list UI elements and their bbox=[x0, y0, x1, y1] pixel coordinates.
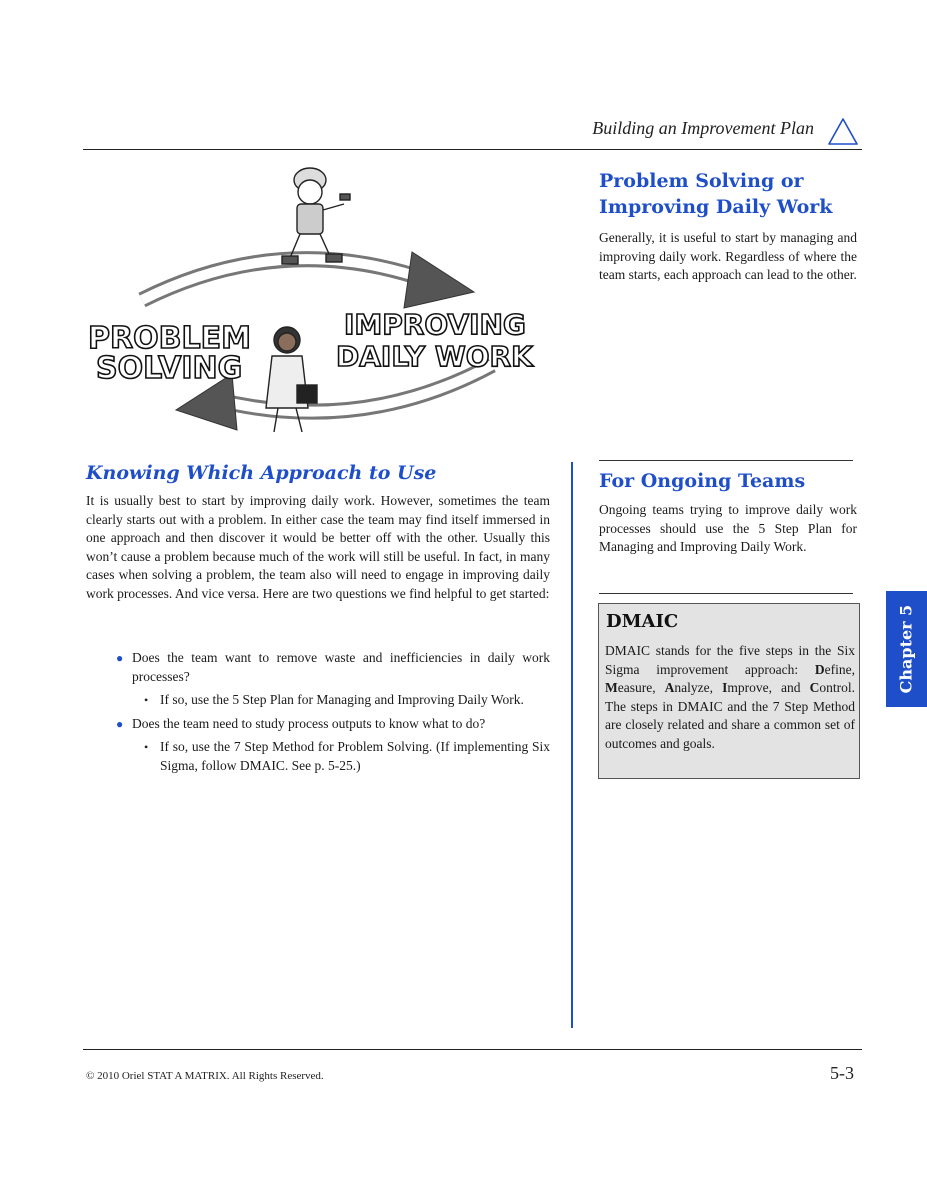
heading-line: Problem Solving or bbox=[599, 170, 804, 192]
problem-label-line1: PROBLEM bbox=[88, 321, 251, 356]
triangle-icon bbox=[827, 117, 859, 147]
chapter-label: Chapter 5 bbox=[896, 604, 916, 694]
bullet-icon: ● bbox=[116, 716, 124, 731]
question-list bbox=[116, 649, 550, 780]
worker-figure bbox=[282, 168, 350, 264]
knowing-approach-heading: Knowing Which Approach to Use bbox=[86, 462, 437, 484]
improving-label-line2: DAILY WORK bbox=[336, 340, 533, 373]
column-divider bbox=[571, 462, 573, 1028]
problem-solving-paragraph: Generally, it is useful to start by managing and improving daily work. Regardless of where the team starts, each approach can lead to the other. bbox=[599, 230, 857, 282]
list-item bbox=[116, 715, 550, 734]
running-header bbox=[0, 112, 927, 152]
list-item bbox=[144, 738, 550, 775]
question-text: Does the team need to study process outputs to know what to do? bbox=[132, 715, 486, 731]
list-item bbox=[144, 691, 550, 710]
chapter-tab[interactable] bbox=[886, 591, 927, 707]
ongoing-teams-paragraph: Ongoing teams trying to improve daily work processes should use the 5 Step Plan for Managing and Improving Daily Work. bbox=[599, 502, 857, 554]
bullet-icon: • bbox=[144, 693, 149, 707]
section-rule bbox=[599, 460, 853, 461]
bullet-icon: • bbox=[144, 740, 149, 754]
dmaic-title: DMAIC bbox=[606, 611, 679, 632]
section-rule bbox=[599, 593, 853, 594]
dmaic-box bbox=[598, 603, 860, 779]
cycle-illustration bbox=[82, 160, 552, 455]
question-text: Does the team want to remove waste and inefficiencies in daily work processes? bbox=[132, 650, 550, 684]
dmaic-text: DMAIC stands for the five steps in the Six Sigma improvement approach: Define, Measure, Analyze, Improve, and Control. The steps in DMAIC and the 7 Step Method are closely related and share a common set of outcomes and goals. bbox=[605, 643, 855, 751]
page-number: 5-3 bbox=[830, 1063, 854, 1083]
list-item bbox=[116, 649, 550, 686]
header-rule bbox=[83, 149, 862, 150]
answer-text: If so, use the 7 Step Method for Problem Solving. (If implementing Six Sigma, follow DMAIC. See p. 5-25.) bbox=[160, 739, 550, 773]
problem-label-line2: SOLVING bbox=[96, 351, 243, 386]
knowing-approach-body: It is usually best to start by improving daily work. However, sometimes the team clearly starts out with a problem. In either case the team may find itself immersed in one approach and then discover it would be better off with the other. Usually this won’t cause a problem because much of the work will still be useful. In fact, in many cases when solving a problem, the team also will need to engage in improving daily work processes. And vice versa. Here are two questions we find helpful to get started: bbox=[86, 493, 550, 601]
heading-line: Improving Daily Work bbox=[599, 196, 833, 218]
top-arrowhead bbox=[404, 252, 474, 308]
answer-text: If so, use the 5 Step Plan for Managing and Improving Daily Work. bbox=[160, 692, 524, 707]
improving-label-line1: IMPROVING bbox=[344, 308, 526, 341]
footer-copyright: © 2010 Oriel STAT A MATRIX. All Rights Reserved. bbox=[86, 1070, 324, 1082]
ongoing-teams-heading: For Ongoing Teams bbox=[599, 470, 806, 492]
footer-rule bbox=[83, 1049, 862, 1050]
running-title: Building an Improvement Plan bbox=[592, 118, 814, 138]
problem-solving-heading bbox=[599, 168, 869, 220]
bullet-icon: ● bbox=[116, 651, 124, 665]
